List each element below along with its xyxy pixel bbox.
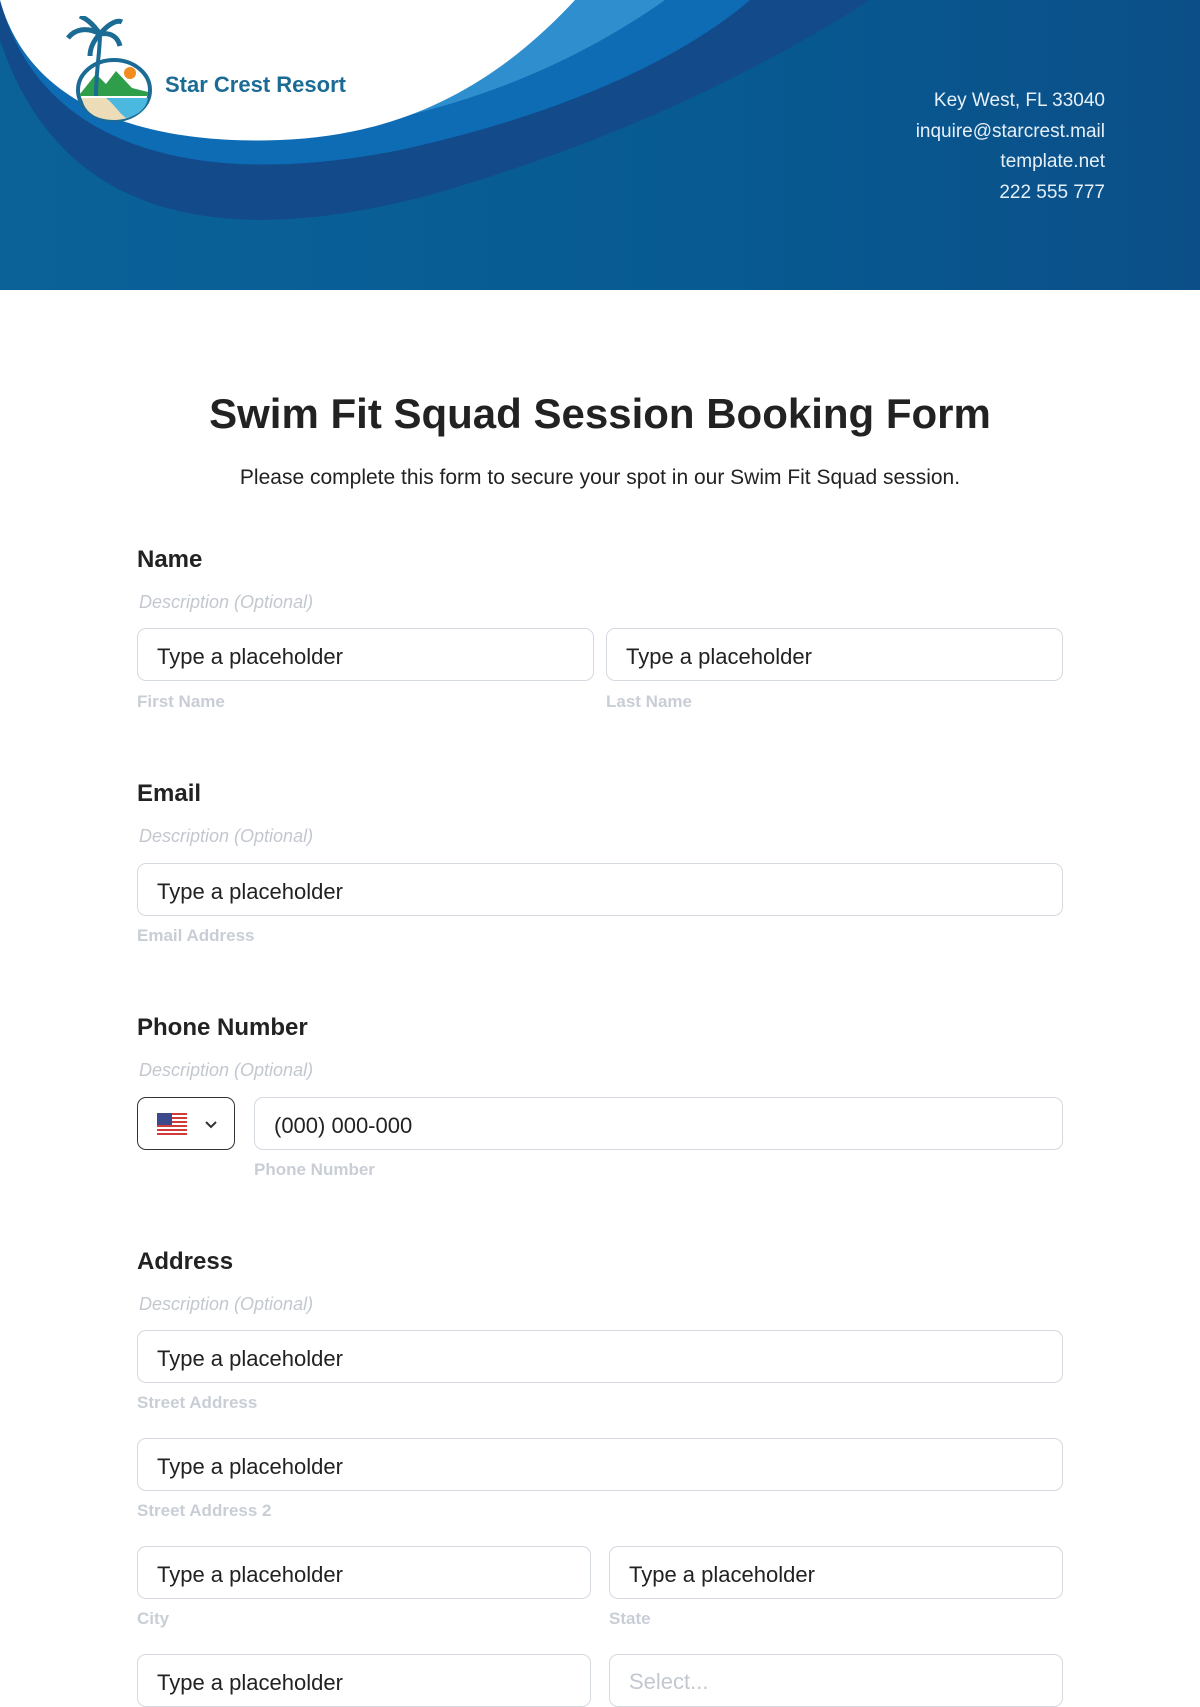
first-name-sublabel: First Name [137, 692, 225, 711]
country-code-select[interactable] [137, 1097, 235, 1150]
street-address-2-sublabel: Street Address 2 [137, 1501, 272, 1520]
header-banner [0, 0, 1200, 290]
first-name-input[interactable]: Type a placeholder [137, 628, 594, 681]
phone-label: Phone Number [137, 1014, 308, 1041]
form-title: Swim Fit Squad Session Booking Form [209, 390, 991, 437]
contact-website[interactable]: template.net [1000, 151, 1105, 172]
last-name-sublabel: Last Name [606, 692, 692, 711]
chevron-down-icon [204, 1119, 218, 1129]
resort-logo-icon [66, 16, 162, 122]
city-input[interactable]: Type a placeholder [137, 1546, 591, 1599]
street-address-sublabel: Street Address [137, 1393, 258, 1412]
brand-name: Star Crest Resort [165, 72, 346, 97]
name-description[interactable]: Description (Optional) [139, 592, 314, 612]
contact-info [916, 86, 1105, 208]
street-address-2-input[interactable]: Type a placeholder [137, 1438, 1063, 1491]
name-label: Name [137, 546, 203, 573]
phone-sublabel: Phone Number [254, 1160, 375, 1179]
email-sublabel: Email Address [137, 926, 255, 945]
address-description[interactable]: Description (Optional) [139, 1294, 314, 1314]
phone-input[interactable]: (000) 000-000 [254, 1097, 1063, 1150]
state-sublabel: State [609, 1609, 651, 1628]
contact-phone: 222 555 777 [999, 181, 1105, 203]
state-input[interactable]: Type a placeholder [609, 1546, 1063, 1599]
zip-input[interactable]: Type a placeholder [137, 1654, 591, 1707]
last-name-input[interactable]: Type a placeholder [606, 628, 1063, 681]
country-select[interactable]: Select... [609, 1654, 1063, 1707]
email-input[interactable]: Type a placeholder [137, 863, 1063, 916]
form-subtitle: Please complete this form to secure your spot in our Swim Fit Squad session. [239, 466, 961, 489]
us-flag-icon [157, 1113, 187, 1135]
contact-email[interactable]: inquire@starcrest.mail [915, 120, 1105, 142]
email-description[interactable]: Description (Optional) [139, 826, 314, 846]
address-label: Address [137, 1248, 234, 1275]
street-address-input[interactable]: Type a placeholder [137, 1330, 1063, 1383]
contact-address: Key West, FL 33040 [933, 90, 1105, 111]
phone-description[interactable]: Description (Optional) [139, 1060, 314, 1080]
email-label: Email [137, 780, 202, 807]
city-sublabel: City [137, 1609, 170, 1628]
